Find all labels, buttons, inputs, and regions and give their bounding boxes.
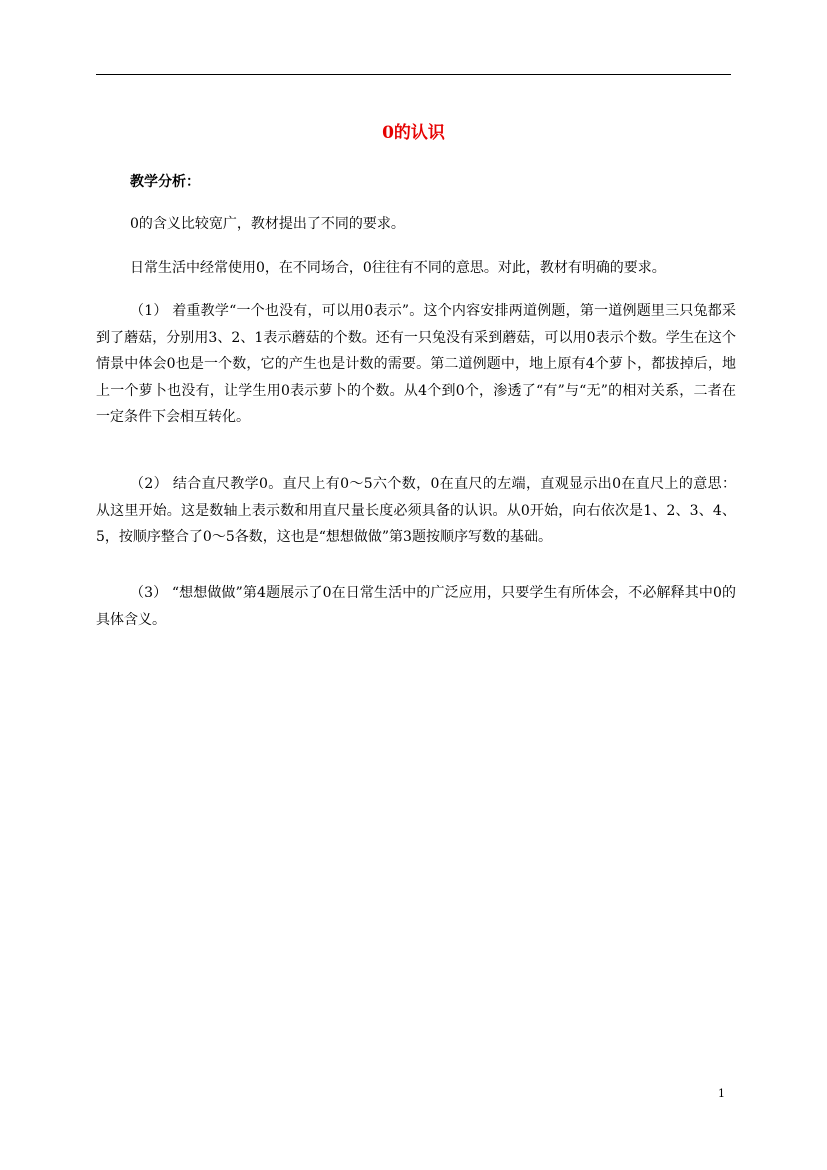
paragraph-point-1: （1） 着重教学“一个也没有，可以用0表示”。这个内容安排两道例题，第一道例题里三只兔都采到了蘑菇，分别用3、2、1表示蘑菇的个数。还有一只兔没有采到蘑菇，可以用0表示个数。学生在这个情景中体会0也是一个数，它的产生也是计数的需要。第二道例题中，地上原有4个萝卜，都拔掉后，地上一个萝卜也没有，让学生用0表示萝卜的个数。从4个到0个，渗透了“有”与“无”的相对关系，二者在一定条件下会相互转化。 [96, 303, 736, 425]
section-heading: 教学分析： [130, 174, 200, 190]
paragraph-daily-life: 日常生活中经常使用0，在不同场合，0往往有不同的意思。对此，教材有明确的要求。 [130, 260, 666, 276]
page-number: 1 [718, 1087, 725, 1100]
document-title: 0的认识 [382, 123, 445, 143]
paragraph-point-2: （2） 结合直尺教学0。直尺上有0～5六个数，0在直尺的左端，直观显示出0在直尺上的意思： 从这里开始。这是数轴上表示数和用直尺量长度必须具备的认识。从0开始，向右依次是1、2、3、4、5，按顺序整合了0～5各数，这也是“想想做做”第3题按顺序写数的基础。 [96, 476, 736, 545]
header-rule [96, 74, 731, 75]
paragraph-intro: 0的含义比较宽广，教材提出了不同的要求。 [130, 216, 405, 232]
paragraph-point-3: （3） “想想做做”第4题展示了0在日常生活中的广泛应用，只要学生有所体会，不必解释其中0的具体含义。 [96, 585, 736, 628]
